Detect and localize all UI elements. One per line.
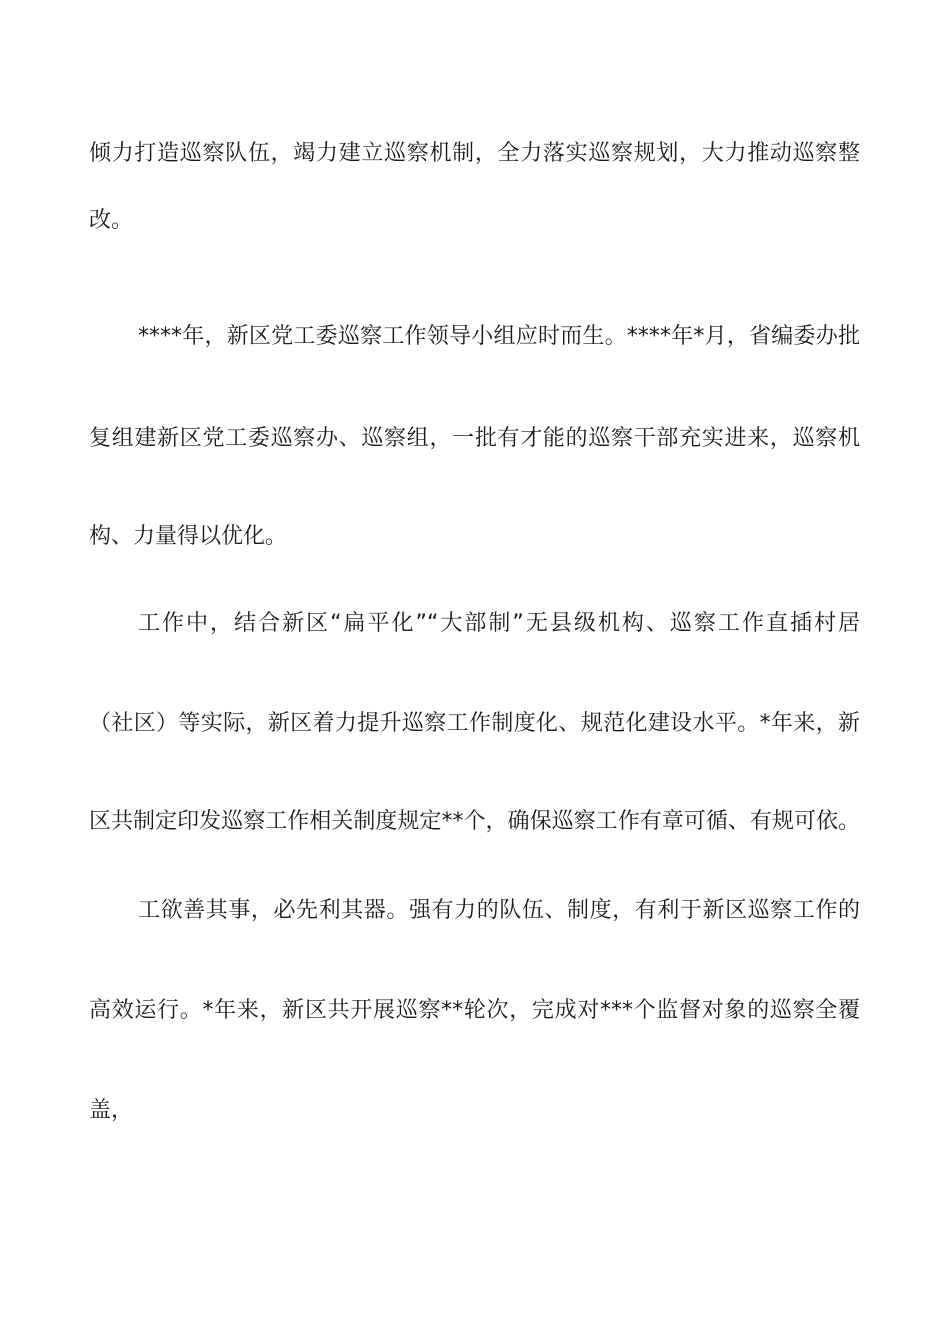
- text-line: [0, 891, 950, 931]
- text-line: [0, 1091, 950, 1131]
- line-text: 改。: [89, 208, 134, 233]
- line-text: 工欲善其事，必先利其器。强有力的队伍、制度，有利于新区巡察工作的: [138, 898, 860, 923]
- line-text: ****年，新区党工委巡察工作领导小组应时而生。****年*月，省编委办批: [138, 324, 860, 349]
- text-line: [0, 604, 950, 644]
- text-line: [0, 991, 950, 1031]
- text-line: [0, 802, 950, 842]
- line-text: （社区）等实际，新区着力提升巡察工作制度化、规范化建设水平。*年来，新: [89, 711, 860, 736]
- line-text: 盖，: [89, 1098, 134, 1123]
- line-text: 复组建新区党工委巡察办、巡察组，一批有才能的巡察干部充实进来，巡察机: [89, 426, 860, 451]
- text-line: [0, 201, 950, 241]
- text-line: [0, 517, 950, 557]
- text-line: [0, 704, 950, 744]
- text-line: [0, 134, 950, 174]
- text-line: [0, 317, 950, 357]
- text-line: [0, 419, 950, 459]
- line-text: 构、力量得以优化。: [89, 524, 288, 549]
- line-text: 工作中，结合新区“扁平化”“大部制”无县级机构、巡察工作直插村居: [138, 611, 860, 636]
- line-text: 高效运行。*年来，新区共开展巡察**轮次，完成对***个监督对象的巡察全覆: [89, 998, 860, 1023]
- line-text: 倾力打造巡察队伍，竭力建立巡察机制，全力落实巡察规划，大力推动巡察整: [89, 141, 860, 166]
- line-text: 区共制定印发巡察工作相关制度规定**个，确保巡察工作有章可循、有规可依。: [89, 809, 860, 834]
